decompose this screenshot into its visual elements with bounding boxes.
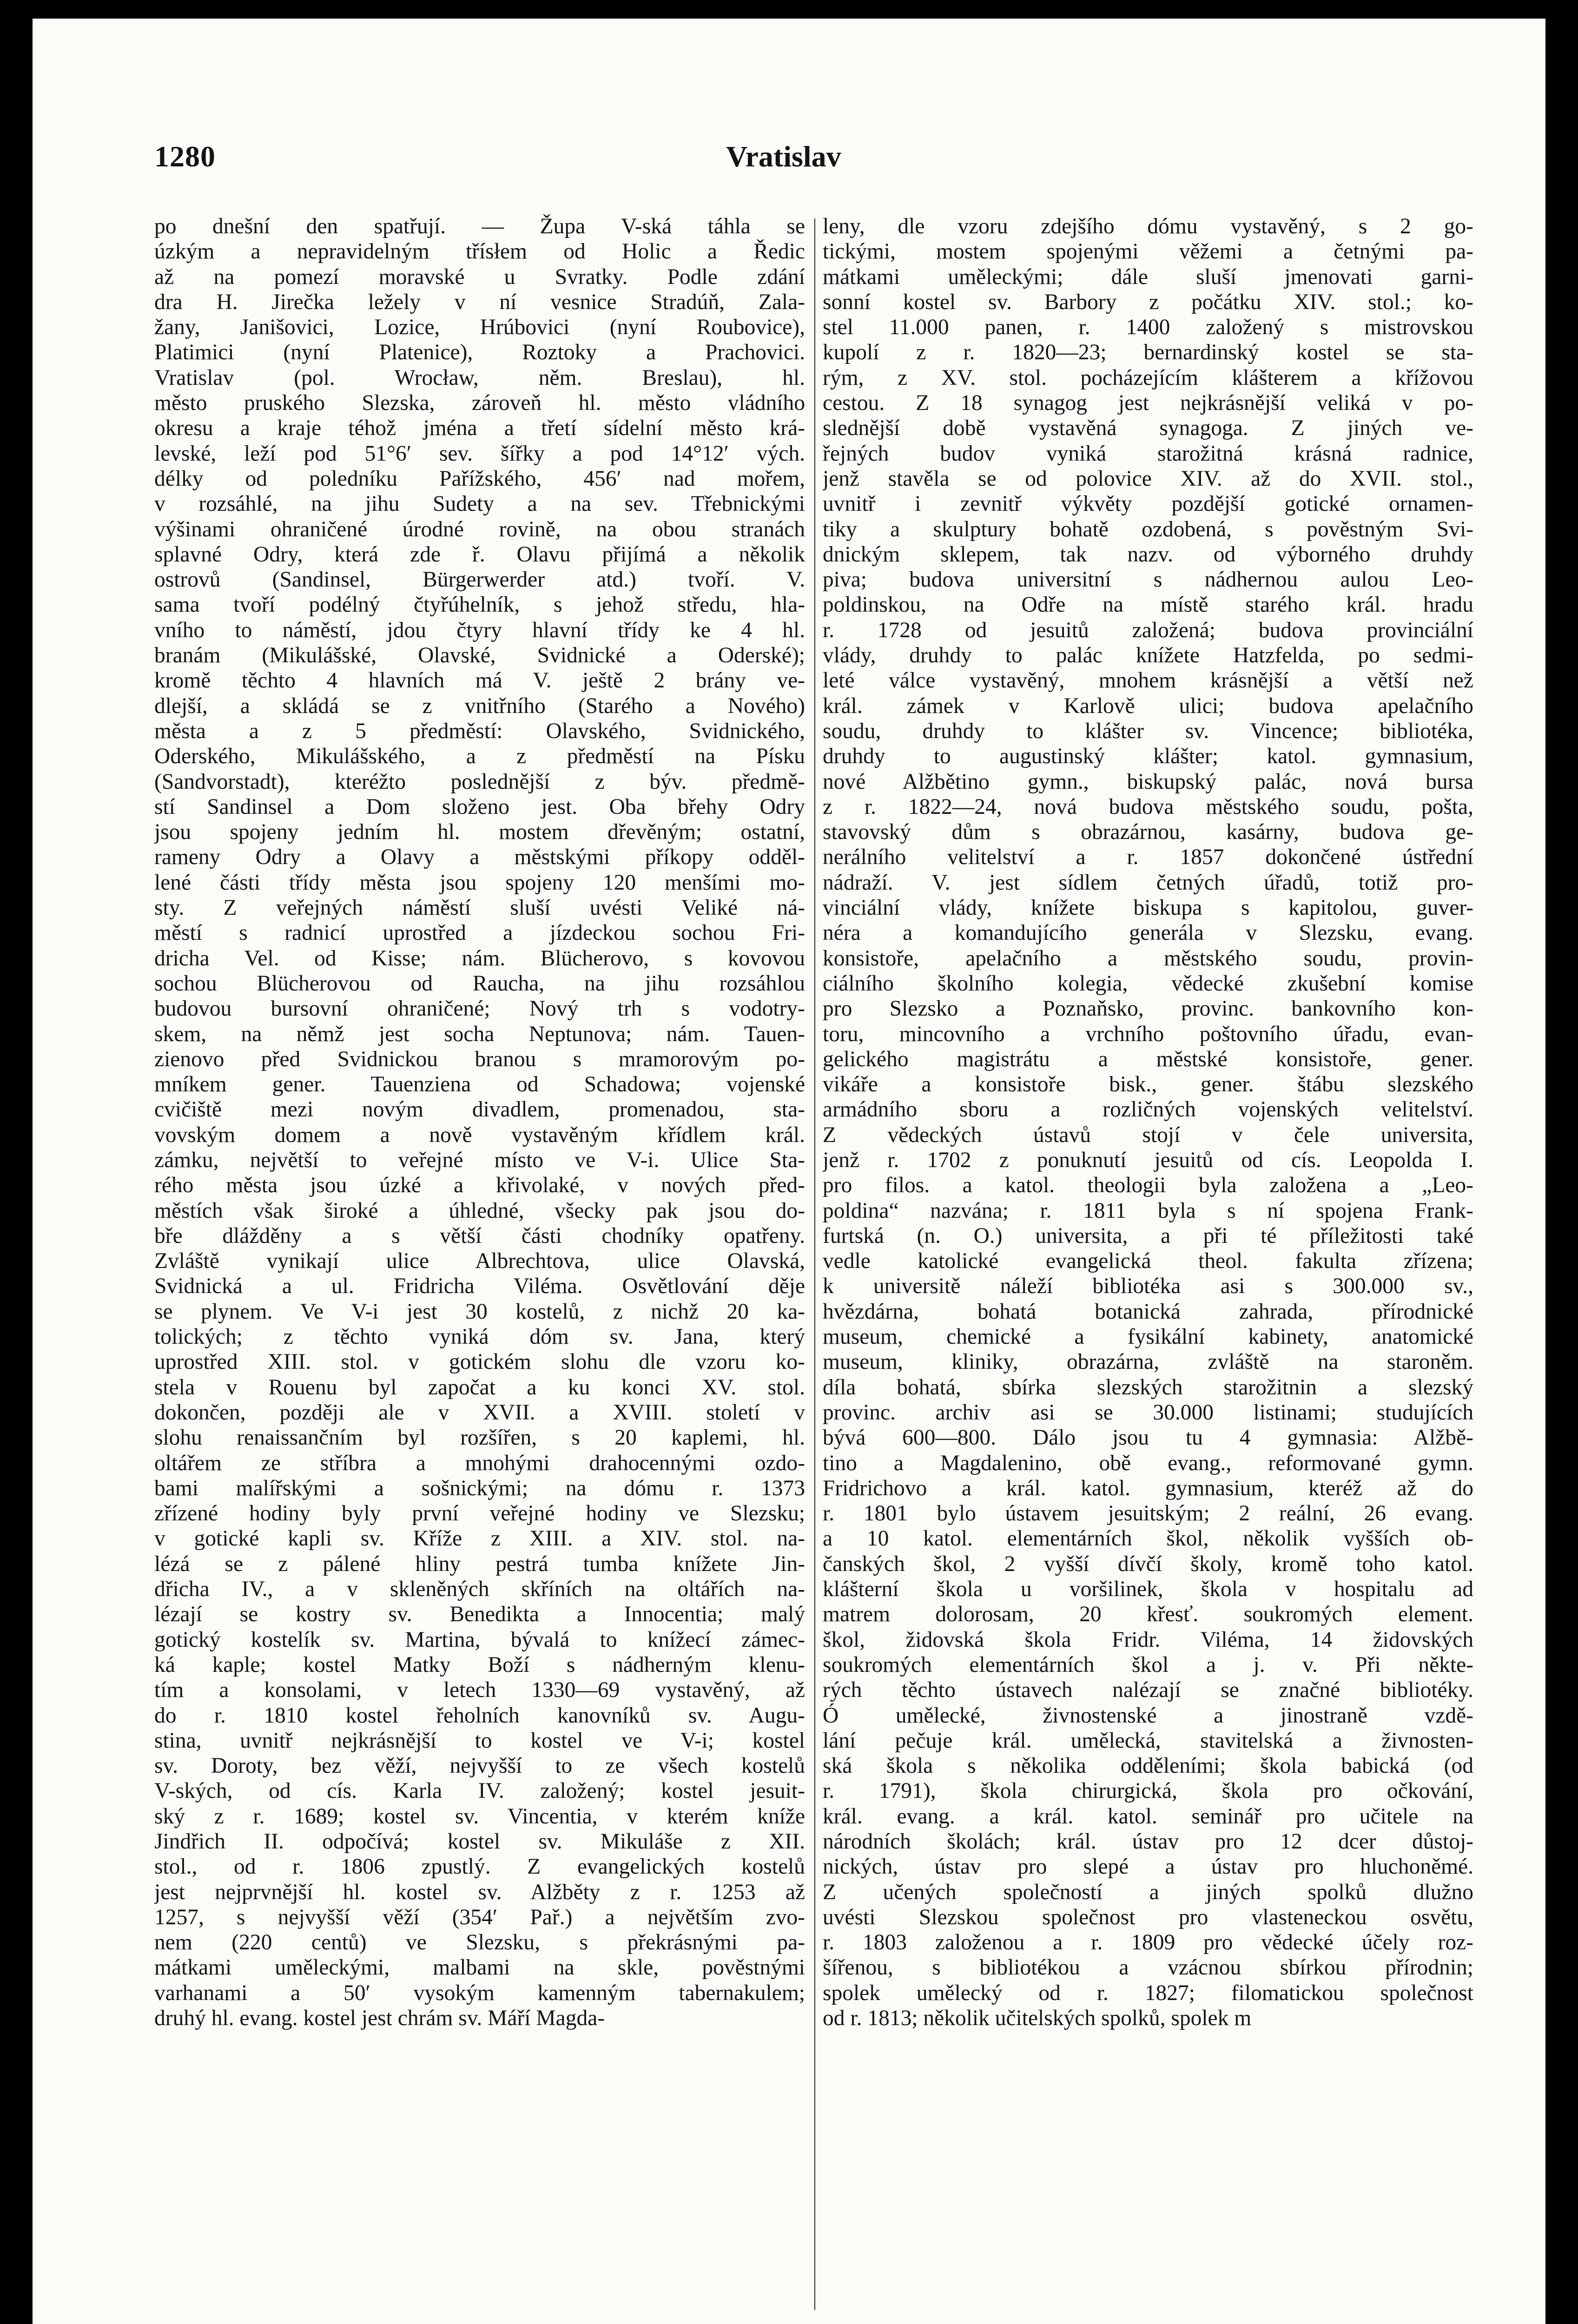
text-line: dricha Vel. od Kisse; nám. Blücherovo, s kovovou bbox=[154, 946, 805, 971]
text-line: vedle katolické evangelická theol. fakulta zřízena; bbox=[823, 1249, 1473, 1274]
text-line: po dnešní den spatřují. — Župa V-ská táhla se bbox=[154, 214, 805, 238]
text-line: jenž r. 1702 z ponuknutí jesuitů od cís. Leopolda I. bbox=[823, 1148, 1473, 1172]
text-line: tím a konsolami, v letech 1330—69 vystavěný, až bbox=[154, 1678, 805, 1703]
text-line: do r. 1810 kostel řeholních kanovníků sv. Augu- bbox=[154, 1703, 805, 1728]
text-line: cvičiště mezi novým divadlem, promenadou, sta- bbox=[154, 1097, 805, 1122]
text-line: mátkami uměleckými; dále sluší jmenovati garni- bbox=[823, 264, 1473, 289]
text-line: branám (Mikulášské, Olavské, Svidnické a Oderské); bbox=[154, 643, 805, 668]
text-line: Ó umělecké, živnostenské a jinostraně vzdě- bbox=[823, 1703, 1473, 1728]
text-line: budovou bursovní ohraničené; Nový trh s vodotry- bbox=[154, 997, 805, 1021]
text-line: leté válce vystavěný, mnohem krásnější a větší než bbox=[823, 668, 1473, 693]
text-line: ká kaple; kostel Matky Boží s nádherným klenu- bbox=[154, 1652, 805, 1677]
text-line: slednější době vystavěná synagoga. Z jiných ve- bbox=[823, 416, 1473, 441]
text-line: lání pečuje král. umělecká, stavitelská a živnosten- bbox=[823, 1728, 1473, 1753]
text-line: nických, ústav pro slepé a ústav pro hluchoněmé. bbox=[823, 1855, 1473, 1879]
text-line: sv. Doroty, bez věží, nejvyšší to ze všech kostelů bbox=[154, 1754, 805, 1778]
text-line: néra a komandujícího generála v Slezsku, evang. bbox=[823, 921, 1473, 945]
text-line: r. 1803 založenou a r. 1809 pro vědecké účely roz- bbox=[823, 1930, 1473, 1955]
text-line: rameny Odry a Olavy a městskými příkopy odděl- bbox=[154, 845, 805, 870]
text-line: ostrovů (Sandinsel, Bürgerwerder atd.) tvoří. V. bbox=[154, 568, 805, 592]
text-line: sama tvoří podélný čtyřúhelník, s jehož středu, hla- bbox=[154, 593, 805, 617]
text-line: lézá se z pálené hliny pestrá tumba knížete Jin- bbox=[154, 1552, 805, 1576]
text-line: vovským domem a nově vystavěným křídlem král. bbox=[154, 1122, 805, 1147]
page-number: 1280 bbox=[154, 140, 216, 173]
text-line: jsou spojeny jedním hl. mostem dřevěným; ostatní, bbox=[154, 820, 805, 845]
text-line: Zvláště vynikají ulice Albrechtova, ulice Olavská, bbox=[154, 1249, 805, 1274]
text-line: zienovo před Svidnickou branou s mramorovým po- bbox=[154, 1047, 805, 1071]
text-line: a 10 katol. elementárních škol, několik vyšších ob- bbox=[823, 1526, 1473, 1551]
text-line: bře dlážděny a s větší části chodníky opatřeny. bbox=[154, 1223, 805, 1248]
text-line: konsistoře, apelačního a městského soudu, provin- bbox=[823, 946, 1473, 971]
text-line: sonní kostel sv. Barbory z počátku XIV. stol.; ko- bbox=[823, 290, 1473, 314]
text-line: leny, dle vzoru zdejšího dómu vystavěný, s 2 go- bbox=[823, 214, 1473, 238]
text-line: kupolí z r. 1820—23; bernardinský kostel se sta- bbox=[823, 340, 1473, 365]
text-line: slohu renaissančním byl rozšířen, s 20 kaplemi, hl. bbox=[154, 1426, 805, 1450]
text-line: škol, židovská škola Fridr. Viléma, 14 židovských bbox=[823, 1627, 1473, 1652]
text-line: hvězdárna, bohatá botanická zahrada, přírodnické bbox=[823, 1299, 1473, 1324]
text-line: r. 1801 bylo ústavem jesuitským; 2 reální, 26 evang. bbox=[823, 1501, 1473, 1526]
text-line: r. 1791), škola chirurgická, škola pro očkování, bbox=[823, 1779, 1473, 1803]
text-line: poldinskou, na Odře na místě starého král. hradu bbox=[823, 593, 1473, 617]
text-line: okresu a kraje téhož jména a třetí sídelní město krá- bbox=[154, 416, 805, 441]
text-line: piva; budova universitní s nádhernou aulou Leo- bbox=[823, 568, 1473, 592]
text-line: Svidnická a ul. Fridricha Viléma. Osvětlování děje bbox=[154, 1274, 805, 1299]
text-line: zámku, největší to veřejné místo ve V-i. Ulice Sta- bbox=[154, 1148, 805, 1172]
text-line: zřízené hodiny byly první veřejné hodiny ve Slezsku; bbox=[154, 1501, 805, 1526]
text-line: nem (220 centů) ve Slezsku, s překrásnými pa- bbox=[154, 1930, 805, 1955]
text-line: jenž stavěla se od polovice XIV. až do XVII. stol., bbox=[823, 466, 1473, 491]
text-line: soukromých elementárních škol a j. v. Při někte- bbox=[823, 1652, 1473, 1677]
text-line: v rozsáhlé, na jihu Sudety a na sev. Třebnickými bbox=[154, 492, 805, 516]
text-line: tickými, mostem spojenými věžemi a četnými pa- bbox=[823, 239, 1473, 264]
text-line: oltářem ze stříbra a mnohými drahocennými ozdo- bbox=[154, 1451, 805, 1475]
text-line: stí Sandinsel a Dom složeno jest. Oba břehy Odry bbox=[154, 794, 805, 819]
text-line: bývá 600—800. Dálo jsou tu 4 gymnasia: Alžbě- bbox=[823, 1426, 1473, 1450]
text-line: cestou. Z 18 synagog jest nejkrásnější veliká v po- bbox=[823, 391, 1473, 416]
text-line: klášterní škola u voršilinek, škola v hospitalu ad bbox=[823, 1577, 1473, 1602]
text-line: pro filos. a katol. theologii byla založena a „Leo- bbox=[823, 1173, 1473, 1198]
text-line: provinc. archiv asi se 30.000 listinami; studujících bbox=[823, 1400, 1473, 1425]
text-line: Platimici (nyní Platenice), Roztoky a Prachovici. bbox=[154, 340, 805, 365]
text-column-right bbox=[823, 214, 1473, 2315]
text-line: vinciální vlády, knížete biskupa s kapitolou, guver- bbox=[823, 896, 1473, 920]
text-line: nádraží. V. jest sídlem četných úřadů, totiž pro- bbox=[823, 870, 1473, 895]
text-line: poldina“ nazvána; r. 1811 byla s ní spojena Frank- bbox=[823, 1198, 1473, 1223]
text-line: města a z 5 předměstí: Olavského, Svidnického, bbox=[154, 719, 805, 743]
text-line: stel 11.000 panen, r. 1400 založený s mistrovskou bbox=[823, 315, 1473, 340]
running-title: Vratislav bbox=[726, 140, 841, 173]
text-line: dokončen, později ale v XVII. a XVIII. století v bbox=[154, 1400, 805, 1425]
text-line: bami malířskými a sošnickými; na dómu r. 1373 bbox=[154, 1476, 805, 1500]
text-line: tiky a skulptury bohatě ozdobená, s pověstným Svi- bbox=[823, 517, 1473, 541]
text-line: pro Slezsko a Poznaňsko, provinc. bankovního kon- bbox=[823, 997, 1473, 1021]
text-line: se plynem. Ve V-i jest 30 kostelů, z nichž 20 ka- bbox=[154, 1299, 805, 1324]
text-line: gelického magistrátu a městské konsistoře, gener. bbox=[823, 1047, 1473, 1071]
text-line: v gotické kapli sv. Kříže z XIII. a XIV. stol. na- bbox=[154, 1526, 805, 1551]
text-line: vního to náměstí, jdou čtyry hlavní třídy ke 4 hl. bbox=[154, 618, 805, 642]
text-line: šířenou, s bibliotékou a vzácnou sbírkou přírodnin; bbox=[823, 1955, 1473, 1980]
text-line: mátkami uměleckými, malbami na skle, pověstnými bbox=[154, 1955, 805, 1980]
text-line: národních školách; král. ústav pro 12 dcer důstoj- bbox=[823, 1829, 1473, 1854]
text-line: levské, leží pod 51°6′ sev. šířky a pod 14°12′ vých. bbox=[154, 441, 805, 466]
text-line: druhý hl. evang. kostel jest chrám sv. Máří Magda- bbox=[154, 2006, 605, 2031]
text-line: až na pomezí moravské u Svratky. Podle zdání bbox=[154, 264, 805, 289]
book-page bbox=[33, 19, 1545, 2324]
text-line: museum, kliniky, obrazárna, zvláště na staroněm. bbox=[823, 1350, 1473, 1374]
text-line: lézají se kostry sv. Benedikta a Innocentia; malý bbox=[154, 1602, 805, 1627]
text-line: kromě těchto 4 hlavních má V. ještě 2 brány ve- bbox=[154, 668, 805, 693]
text-line: toru, mincovního a vrchního poštovního úřadu, evan- bbox=[823, 1022, 1473, 1046]
text-line: Fridrichovo a král. katol. gymnasium, kteréž až do bbox=[823, 1476, 1473, 1500]
text-line: rého města jsou úzké a křivolaké, v nových před- bbox=[154, 1173, 805, 1198]
column-divider bbox=[814, 218, 815, 2310]
text-line: městí s radnicí uprostřed a jízdeckou sochou Fri- bbox=[154, 921, 805, 945]
text-line: rým, z XV. stol. pocházejícím klášterem a křížovou bbox=[823, 365, 1473, 390]
text-line: Jindřich II. odpočívá; kostel sv. Mikuláše z XII. bbox=[154, 1829, 805, 1854]
text-line: výšinami ohraničené úrodné rovině, na obou stranách bbox=[154, 517, 805, 541]
text-line: řejných budov vyniká starožitná krásná radnice, bbox=[823, 441, 1473, 466]
text-line: varhanami a 50′ vysokým kamenným tabernakulem; bbox=[154, 1981, 805, 2005]
text-line: armádního sboru a rozličných vojenských velitelství. bbox=[823, 1097, 1473, 1122]
text-line: městích však široké a úhledné, všecky pak jsou do- bbox=[154, 1198, 805, 1223]
text-line: soudu, druhdy to klášter sv. Vincence; bibliotéka, bbox=[823, 719, 1473, 743]
text-line: délky od poledníku Pařížského, 456′ nad mořem, bbox=[154, 466, 805, 491]
text-line: vikáře a konsistoře bisk., gener. štábu slezského bbox=[823, 1072, 1473, 1097]
page-header bbox=[154, 139, 1460, 191]
text-line: ská škola s několika odděleními; škola babická (od bbox=[823, 1754, 1473, 1778]
text-line: jest nejprvnější hl. kostel sv. Alžběty z r. 1253 až bbox=[154, 1880, 805, 1904]
text-line: tolických; z těchto vyniká dóm sv. Jana, který bbox=[154, 1325, 805, 1349]
text-line: ský z r. 1689; kostel sv. Vincentia, v kterém kníže bbox=[154, 1804, 805, 1829]
text-line: Z vědeckých ústavů stojí v čele universita, bbox=[823, 1122, 1473, 1147]
text-line: Z učených společností a jiných spolků dlužno bbox=[823, 1880, 1473, 1904]
text-line: žany, Janišovici, Lozice, Hrúbovici (nyní Roubovice), bbox=[154, 315, 805, 340]
text-line: vlády, druhdy to palác knížete Hatzfelda, po sedmi- bbox=[823, 643, 1473, 668]
text-line: mníkem gener. Tauenziena od Schadowa; vojenské bbox=[154, 1072, 805, 1097]
text-line: z r. 1822—24, nová budova městského soudu, pošta, bbox=[823, 794, 1473, 819]
text-line: dlejší, a skládá se z vnitřního (Starého a Nového) bbox=[154, 693, 805, 718]
text-line: stina, uvnitř nejkrásnější to kostel ve V-i; kostel bbox=[154, 1728, 805, 1753]
text-line: dřicha IV., a v skleněných skříních na oltářích na- bbox=[154, 1577, 805, 1602]
text-line: nerálního velitelství a r. 1857 dokončené ústřední bbox=[823, 845, 1473, 870]
text-line: gotický kostelík sv. Martina, bývalá to knížecí zámec- bbox=[154, 1627, 805, 1652]
text-line: čanských škol, 2 vyšší dívčí školy, kromě toho katol. bbox=[823, 1552, 1473, 1576]
text-line: skem, na němž jest socha Neptunova; nám. Tauen- bbox=[154, 1022, 805, 1046]
text-line: Oderského, Mikulášského, a z předměstí na Písku bbox=[154, 744, 805, 769]
text-line: druhdy to augustinský klášter; katol. gymnasium, bbox=[823, 744, 1473, 769]
text-line: spolek umělecký od r. 1827; filomatickou společnost bbox=[823, 1981, 1473, 2005]
text-line: splavné Odry, která zde ř. Olavu přijímá a několik bbox=[154, 542, 805, 567]
text-line: tino a Magdalenino, obě evang., reformované gymn. bbox=[823, 1451, 1473, 1475]
text-line: museum, chemické a fysikální kabinety, anatomické bbox=[823, 1325, 1473, 1349]
text-line: nové Alžbětino gymn., biskupský palác, nová bursa bbox=[823, 769, 1473, 794]
text-line: k universitě náleží bibliotéka asi s 300.000 sv., bbox=[823, 1274, 1473, 1299]
text-line: lené části třídy města jsou spojeny 120 menšími mo- bbox=[154, 870, 805, 895]
text-line: uprostřed XIII. stol. v gotickém slohu dle vzoru ko- bbox=[154, 1350, 805, 1374]
text-line: furtská (n. O.) universita, a při té příležitosti také bbox=[823, 1223, 1473, 1248]
text-line: stol., od r. 1806 zpustlý. Z evangelických kostelů bbox=[154, 1855, 805, 1879]
text-line: Vratislav (pol. Wrocław, něm. Breslau), hl. bbox=[154, 365, 805, 390]
text-line: V-ských, od cís. Karla IV. založený; kostel jesuit- bbox=[154, 1779, 805, 1803]
text-column-left bbox=[154, 214, 805, 2315]
text-line: (Sandvorstadt), kteréžto poslednější z býv. předmě- bbox=[154, 769, 805, 794]
text-line: král. evang. a král. katol. seminář pro učitele na bbox=[823, 1804, 1473, 1829]
text-line: ciálního školního kolegia, vědecké zkušební komise bbox=[823, 971, 1473, 996]
text-line: od r. 1813; několik učitelských spolků, spolek m bbox=[823, 2006, 1252, 2031]
text-line: uvésti Slezskou společnost pro vlasteneckou osvětu, bbox=[823, 1905, 1473, 1929]
text-line: úzkým a nepravidelným třísłem od Holic a Ředic bbox=[154, 239, 805, 264]
text-line: 1257, s nejvyšší věží (354′ Pař.) a největším zvo- bbox=[154, 1905, 805, 1929]
text-line: sochou Blücherovou od Raucha, na jihu rozsáhlou bbox=[154, 971, 805, 996]
text-line: král. zámek v Karlově ulici; budova apelačního bbox=[823, 693, 1473, 718]
text-line: stavovský dům s obrazárnou, kasárny, budova ge- bbox=[823, 820, 1473, 845]
text-line: dnickým sklepem, tak nazv. od výborného druhdy bbox=[823, 542, 1473, 567]
text-line: díla bohatá, sbírka slezských starožitnin a slezský bbox=[823, 1375, 1473, 1400]
text-line: r. 1728 od jesuitů založená; budova provinciální bbox=[823, 618, 1473, 642]
text-line: stela v Rouenu byl započat a ku konci XV. stol. bbox=[154, 1375, 805, 1400]
text-line: dra H. Jirečka ležely v ní vesnice Stradúň, Zala- bbox=[154, 290, 805, 314]
text-line: matrem dolorosam, 20 křesť. soukromých element. bbox=[823, 1602, 1473, 1627]
text-line: rých těchto ústavech nalézají se značné bibliotéky. bbox=[823, 1678, 1473, 1703]
text-line: město pruského Slezska, zároveň hl. město vládního bbox=[154, 391, 805, 416]
text-line: sty. Z veřejných náměstí sluší uvésti Veliké ná- bbox=[154, 896, 805, 920]
text-line: uvnitř i zevnitř výkvěty pozdější gotické ornamen- bbox=[823, 492, 1473, 516]
